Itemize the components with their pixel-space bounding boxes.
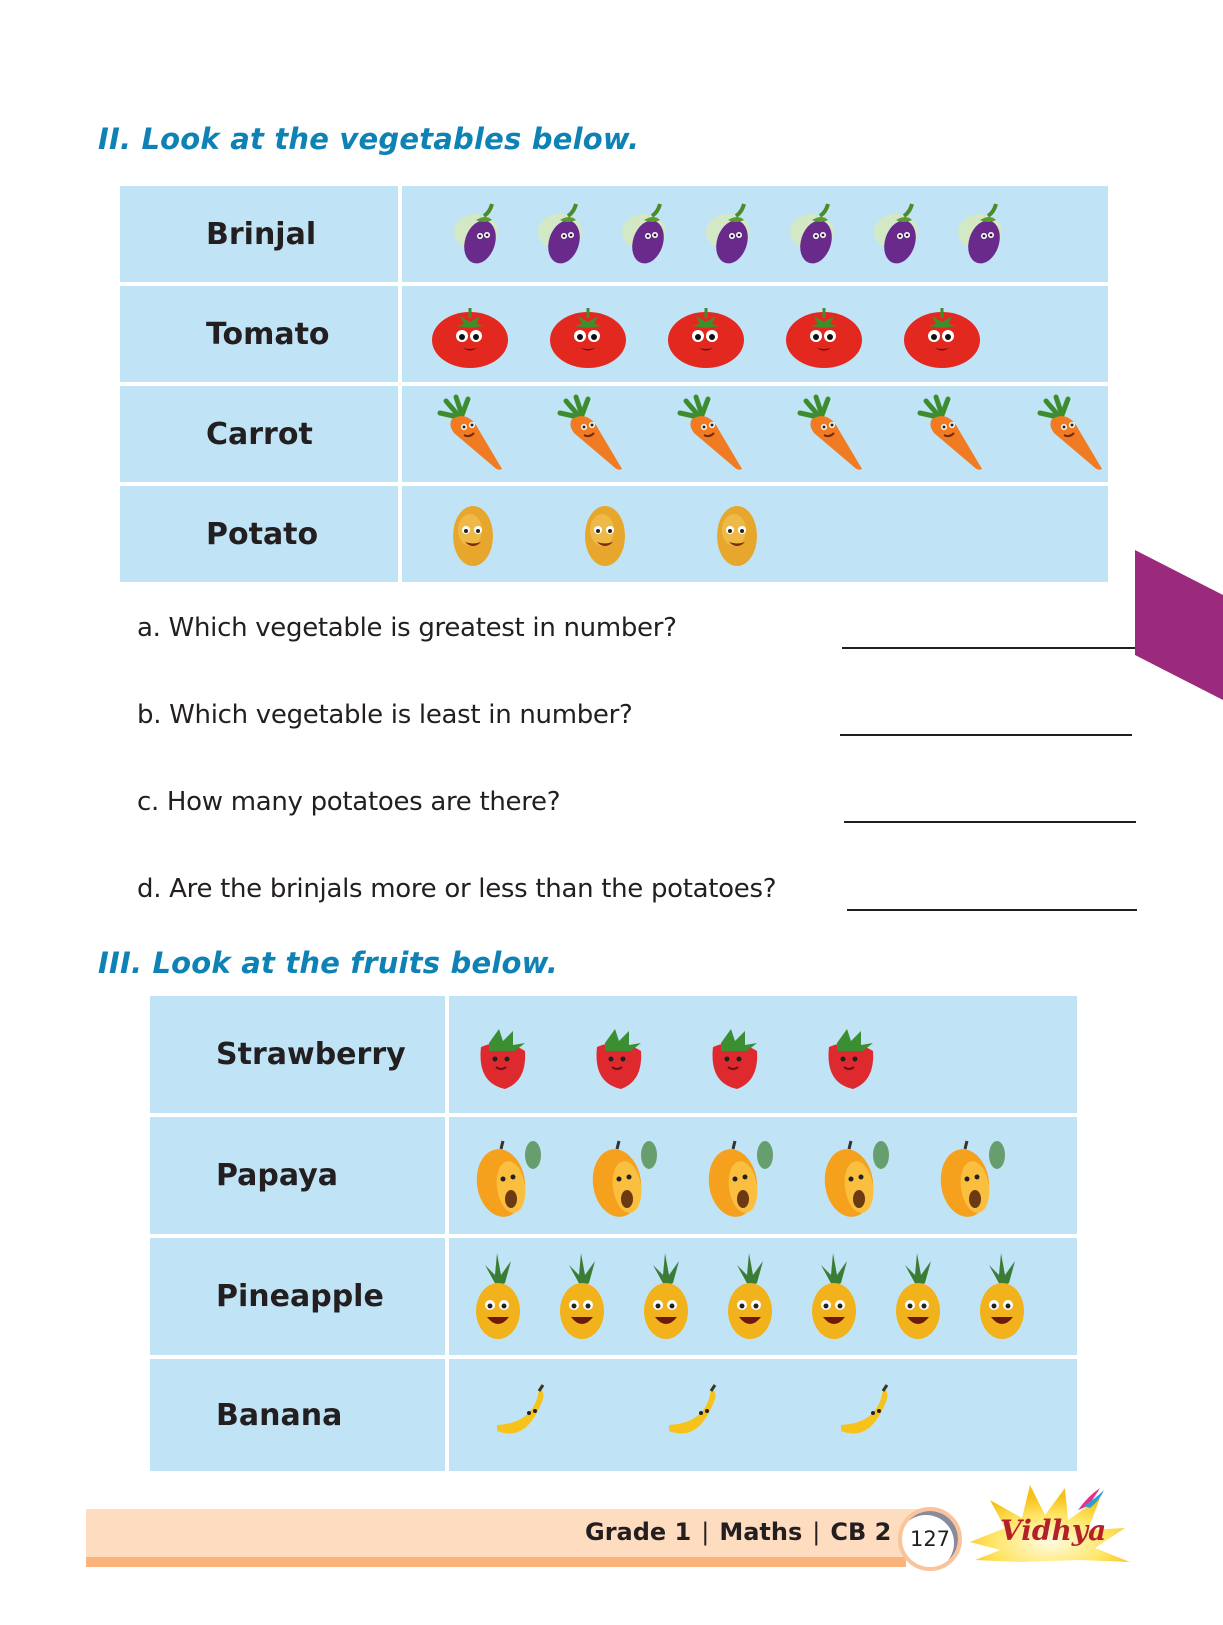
answer-line-c[interactable]: [844, 821, 1136, 823]
fruits-pictograph: [150, 996, 1077, 1471]
carrot-icon: [912, 393, 988, 475]
footer-grade: Grade 1: [585, 1518, 692, 1546]
row-label: Papaya: [216, 1158, 339, 1193]
footer-subject: Maths: [719, 1518, 803, 1546]
tomato-icon: [548, 298, 628, 370]
strawberry-icon: [587, 1019, 651, 1091]
answer-line-b[interactable]: [840, 734, 1132, 736]
row-label-cell: [120, 386, 398, 482]
footer-separator: |: [701, 1518, 710, 1546]
row-label: Banana: [216, 1397, 343, 1433]
banana-icon: [661, 1383, 725, 1447]
strawberry-icon: [703, 1019, 767, 1091]
footer-strip: [86, 1557, 906, 1567]
brinjal-icon: [702, 198, 760, 270]
row-label-cell: [150, 1117, 445, 1234]
pineapple-icon: [467, 1251, 529, 1343]
logo-text: Vidhya: [1000, 1514, 1107, 1547]
pineapple-icon: [719, 1251, 781, 1343]
papaya-icon: [819, 1131, 897, 1221]
row-label-cell: [120, 286, 398, 382]
page-number: 127: [898, 1507, 962, 1571]
tomato-icon: [666, 298, 746, 370]
row-label: Potato: [206, 516, 319, 552]
strawberry-icons: [449, 996, 1077, 1113]
pineapple-icon: [887, 1251, 949, 1343]
tomato-icon: [902, 298, 982, 370]
tomato-icon: [784, 298, 864, 370]
papaya-icons: [449, 1117, 1077, 1234]
pineapple-icon: [635, 1251, 697, 1343]
chapter-side-tab: [1135, 550, 1223, 700]
papaya-icon: [703, 1131, 781, 1221]
row-label: Brinjal: [206, 216, 317, 252]
section-ii-heading: II. Look at the vegetables below.: [98, 122, 640, 156]
carrot-icon: [792, 393, 868, 475]
footer-book-info: [585, 1518, 891, 1546]
strawberry-icon: [819, 1019, 883, 1091]
row-label: Strawberry: [216, 1037, 406, 1072]
banana-icons: [449, 1359, 1077, 1471]
brinjal-icon: [954, 198, 1012, 270]
question-b: b. Which vegetable is least in number?: [137, 700, 633, 730]
section-iii-heading: III. Look at the fruits below.: [98, 946, 558, 980]
potato-icon: [448, 498, 498, 570]
row-label-cell: [120, 486, 398, 582]
brinjal-icon: [870, 198, 928, 270]
row-label: Tomato: [206, 316, 330, 352]
carrot-icons: [402, 386, 1108, 482]
carrot-icon: [672, 393, 748, 475]
pineapple-icon: [551, 1251, 613, 1343]
question-c: c. How many potatoes are there?: [137, 787, 561, 817]
papaya-icon: [471, 1131, 549, 1221]
vidhya-logo: [960, 1480, 1135, 1580]
row-label-cell: [150, 996, 445, 1113]
footer-book: CB 2: [830, 1518, 892, 1546]
answer-line-d[interactable]: [847, 909, 1137, 911]
carrot-icon: [552, 393, 628, 475]
question-d: d. Are the brinjals more or less than the potatoes?: [137, 874, 777, 904]
brinjal-icons: [402, 186, 1108, 282]
banana-icon: [833, 1383, 897, 1447]
brinjal-icon: [450, 198, 508, 270]
potato-icon: [712, 498, 762, 570]
row-label-cell: [120, 186, 398, 282]
papaya-icon: [587, 1131, 665, 1221]
pineapple-icon: [803, 1251, 865, 1343]
potato-icon: [580, 498, 630, 570]
row-label: Pineapple: [216, 1279, 384, 1314]
brinjal-icon: [618, 198, 676, 270]
vegetables-pictograph: [120, 186, 1108, 582]
tomato-icons: [402, 286, 1108, 382]
question-a: a. Which vegetable is greatest in number?: [137, 613, 677, 643]
banana-icon: [489, 1383, 553, 1447]
row-label: Carrot: [206, 416, 313, 452]
answer-line-a[interactable]: [842, 647, 1135, 649]
footer-separator: |: [812, 1518, 821, 1546]
pineapple-icons: [449, 1238, 1077, 1355]
carrot-icon: [432, 393, 508, 475]
tomato-icon: [430, 298, 510, 370]
brinjal-icon: [534, 198, 592, 270]
carrot-icon: [1032, 393, 1108, 475]
papaya-icon: [935, 1131, 1013, 1221]
potato-icons: [402, 486, 1108, 582]
pineapple-icon: [971, 1251, 1033, 1343]
brinjal-icon: [786, 198, 844, 270]
strawberry-icon: [471, 1019, 535, 1091]
row-label-cell: [150, 1238, 445, 1355]
row-label-cell: [150, 1359, 445, 1471]
